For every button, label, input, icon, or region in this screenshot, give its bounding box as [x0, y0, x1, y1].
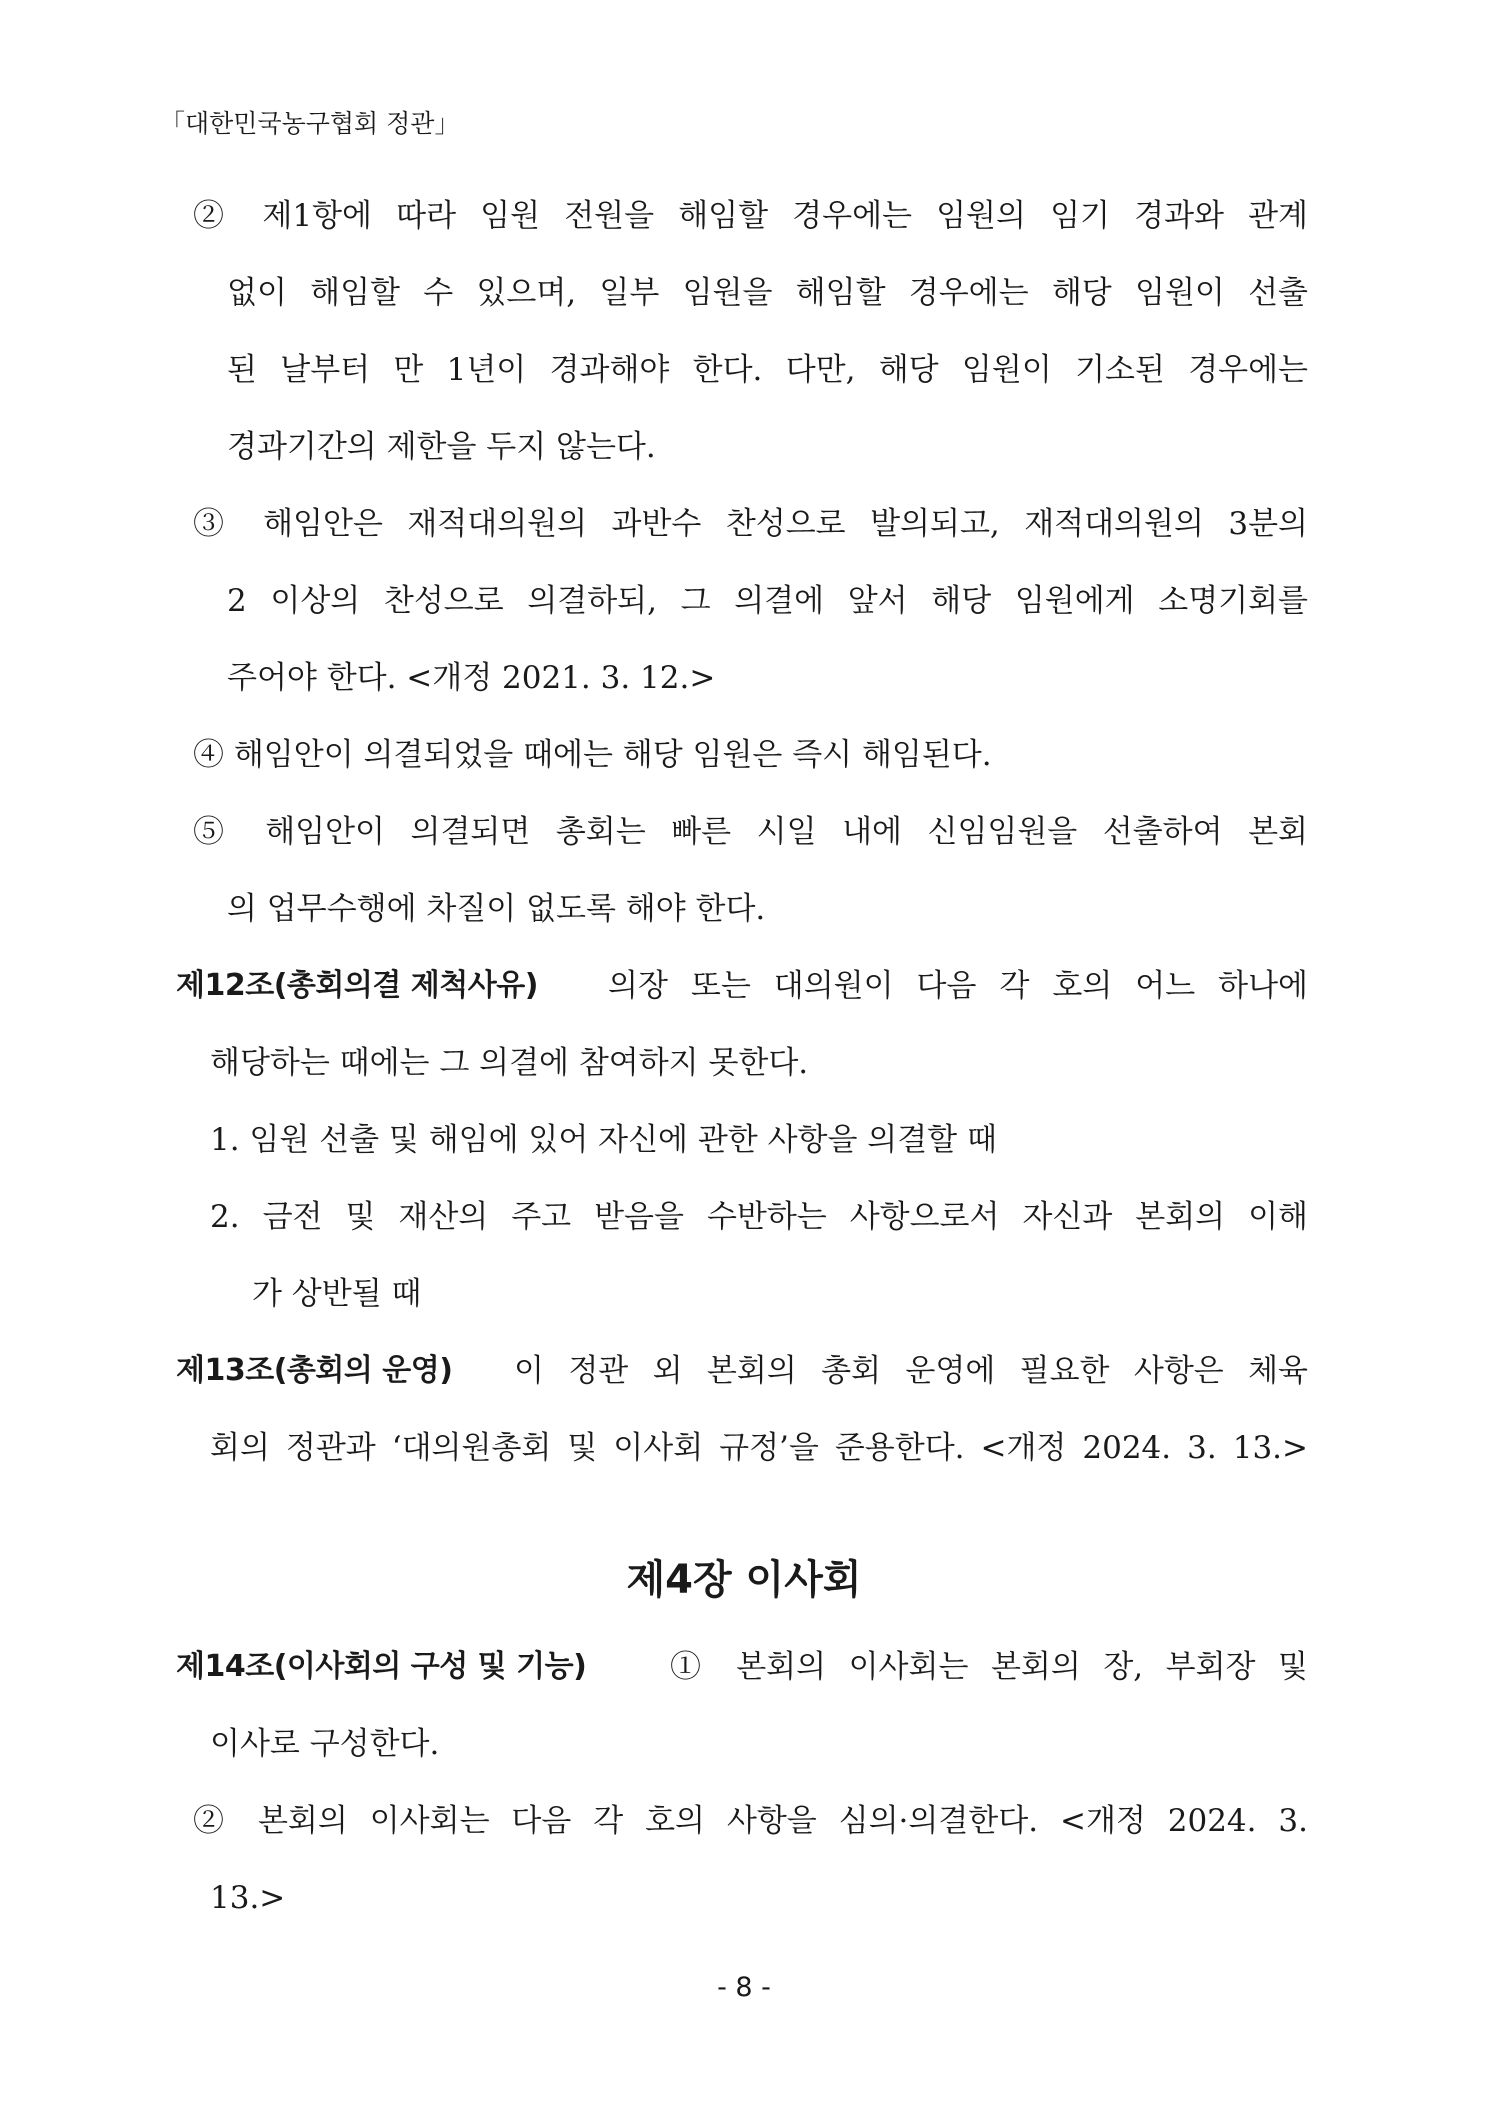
art14-line3: ② 본회의 이사회는 다음 각 호의 사항을 심의·의결한다. <개정 2024. 3.: [193, 1803, 1308, 1839]
art13-line2: 회의 정관과 ‘대의원총회 및 이사회 규정’을 준용한다. <개정 2024. 3. 13.>: [210, 1430, 1308, 1466]
art13-line1: 이 정관 외 본회의 총회 운영에 필요한 사항은 체육: [514, 1353, 1308, 1389]
art14-line4: 13.>: [210, 1880, 286, 1916]
art11-p2-line1: ② 제1항에 따라 임원 전원을 해임할 경우에는 임원의 임기 경과와 관계: [193, 198, 1308, 234]
art12-line2: 해당하는 때에는 그 의결에 참여하지 못한다.: [210, 1045, 809, 1081]
art14-title: 제14조(이사회의 구성 및 기능): [176, 1649, 587, 1684]
art13-title: 제13조(총회의 운영): [176, 1353, 453, 1388]
document-header: 「대한민국농구협회 정관」: [160, 109, 460, 138]
art11-p4-line1: ④ 해임안이 의결되었을 때에는 해당 임원은 즉시 해임된다.: [193, 737, 992, 773]
art11-p2-line4: 경과기간의 제한을 두지 않는다.: [227, 429, 656, 465]
art11-p5-line2: 의 업무수행에 차질이 없도록 해야 한다.: [227, 891, 766, 927]
art12-item2-line1: 2. 금전 및 재산의 주고 받음을 수반하는 사항으로서 자신과 본회의 이해: [210, 1199, 1308, 1235]
art11-p2-line2: 없이 해임할 수 있으며, 일부 임원을 해임할 경우에는 해당 임원이 선출: [227, 275, 1308, 311]
art12-item2-line2: 가 상반될 때: [252, 1276, 422, 1312]
art11-p3-line3: 주어야 한다. <개정 2021. 3. 12.>: [227, 660, 716, 696]
page-number: - 8 -: [717, 1972, 771, 2003]
art12-item1: 1. 임원 선출 및 해임에 있어 자신에 관한 사항을 의결할 때: [210, 1122, 997, 1158]
art11-p3-line1: ③ 해임안은 재적대의원의 과반수 찬성으로 발의되고, 재적대의원의 3분의: [193, 506, 1308, 542]
art11-p5-line1: ⑤ 해임안이 의결되면 총회는 빠른 시일 내에 신임임원을 선출하여 본회: [193, 814, 1308, 850]
art12-line1: 의장 또는 대의원이 다음 각 호의 어느 하나에: [608, 968, 1308, 1004]
art12-title: 제12조(총회의결 제척사유): [176, 968, 538, 1003]
art11-p3-line2: 2 이상의 찬성으로 의결하되, 그 의결에 앞서 해당 임원에게 소명기회를: [227, 583, 1308, 619]
chapter-heading: 제4장 이사회: [626, 1557, 862, 1603]
art14-line2: 이사로 구성한다.: [210, 1726, 440, 1762]
art14-line1: ① 본회의 이사회는 본회의 장, 부회장 및: [670, 1649, 1308, 1685]
art11-p2-line3: 된 날부터 만 1년이 경과해야 한다. 다만, 해당 임원이 기소된 경우에는: [227, 352, 1308, 388]
